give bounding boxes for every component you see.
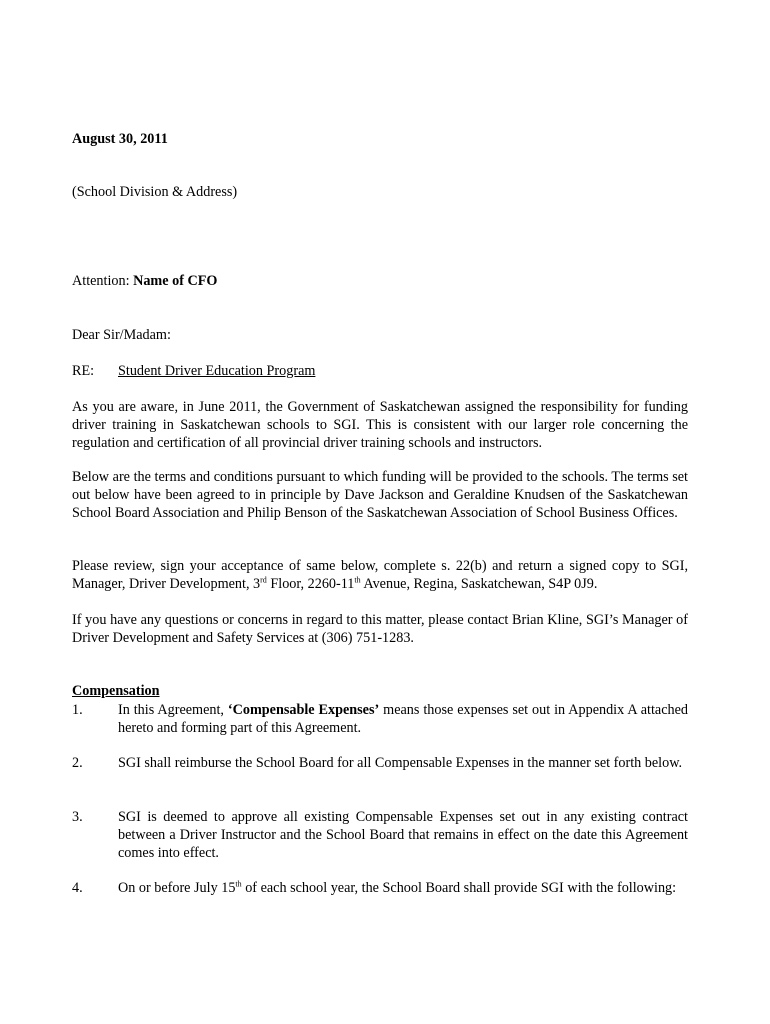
paragraph-1: As you are aware, in June 2011, the Government of Saskatchewan assigned the responsibility for funding driver training in Saskatchewan schools to SGI. This is consistent with our larger role concerning the regulation and certification of all provincial driver training schools and instructors. bbox=[72, 399, 688, 451]
list-item-number: 2. bbox=[72, 755, 83, 771]
letter-date: August 30, 2011 bbox=[72, 131, 168, 147]
attention-line bbox=[72, 272, 688, 290]
paragraph-2: Below are the terms and conditions pursuant to which funding will be provided to the schools. The terms set out below have been agreed to in principle by Dave Jackson and Geraldine Knudsen of the Saskatchewan School Board Association and Philip Benson of the Saskatchewan Association of School Business Offices. bbox=[72, 469, 688, 521]
paragraph-4: If you have any questions or concerns in regard to this matter, please contact Brian Kline, SGI’s Manager of Driver Development and Safety Services at (306) 751-1283. bbox=[72, 612, 688, 646]
re-subject: Student Driver Education Program bbox=[118, 363, 316, 379]
salutation: Dear Sir/Madam: bbox=[72, 327, 171, 343]
compensation-heading: Compensation bbox=[72, 683, 160, 699]
recipient-address: (School Division & Address) bbox=[72, 184, 238, 200]
paragraph-3: Please review, sign your acceptance of same below, complete s. 22(b) and return a signed copy to SGI, Manager, Driver Development, 3rd Floor, 2260-11th Avenue, Regina, Saskatchewan, S4P 0J9. bbox=[72, 558, 688, 592]
re-line bbox=[72, 362, 688, 380]
list-item-number: 4. bbox=[72, 880, 83, 896]
list-item-text: SGI is deemed to approve all existing Compensable Expenses set out in any existing contract between a Driver Instructor and the School Board that remains in effect on the date this Agreement comes into effect. bbox=[118, 809, 688, 861]
list-item-text: On or before July 15th of each school year, the School Board shall provide SGI with the following: bbox=[118, 879, 677, 896]
list-item-number: 1. bbox=[72, 702, 83, 718]
list-item-number: 3. bbox=[72, 809, 83, 825]
attention-name: Name of CFO bbox=[133, 273, 218, 289]
list-item-text: SGI shall reimburse the School Board for all Compensable Expenses in the manner set forth below. bbox=[118, 755, 683, 771]
re-label: RE: bbox=[72, 363, 95, 379]
list-item-text: In this Agreement, ‘Compensable Expenses’ means those expenses set out in Appendix A attached hereto and forming part of this Agreement. bbox=[118, 702, 689, 736]
attention-prefix: Attention: bbox=[72, 273, 134, 289]
